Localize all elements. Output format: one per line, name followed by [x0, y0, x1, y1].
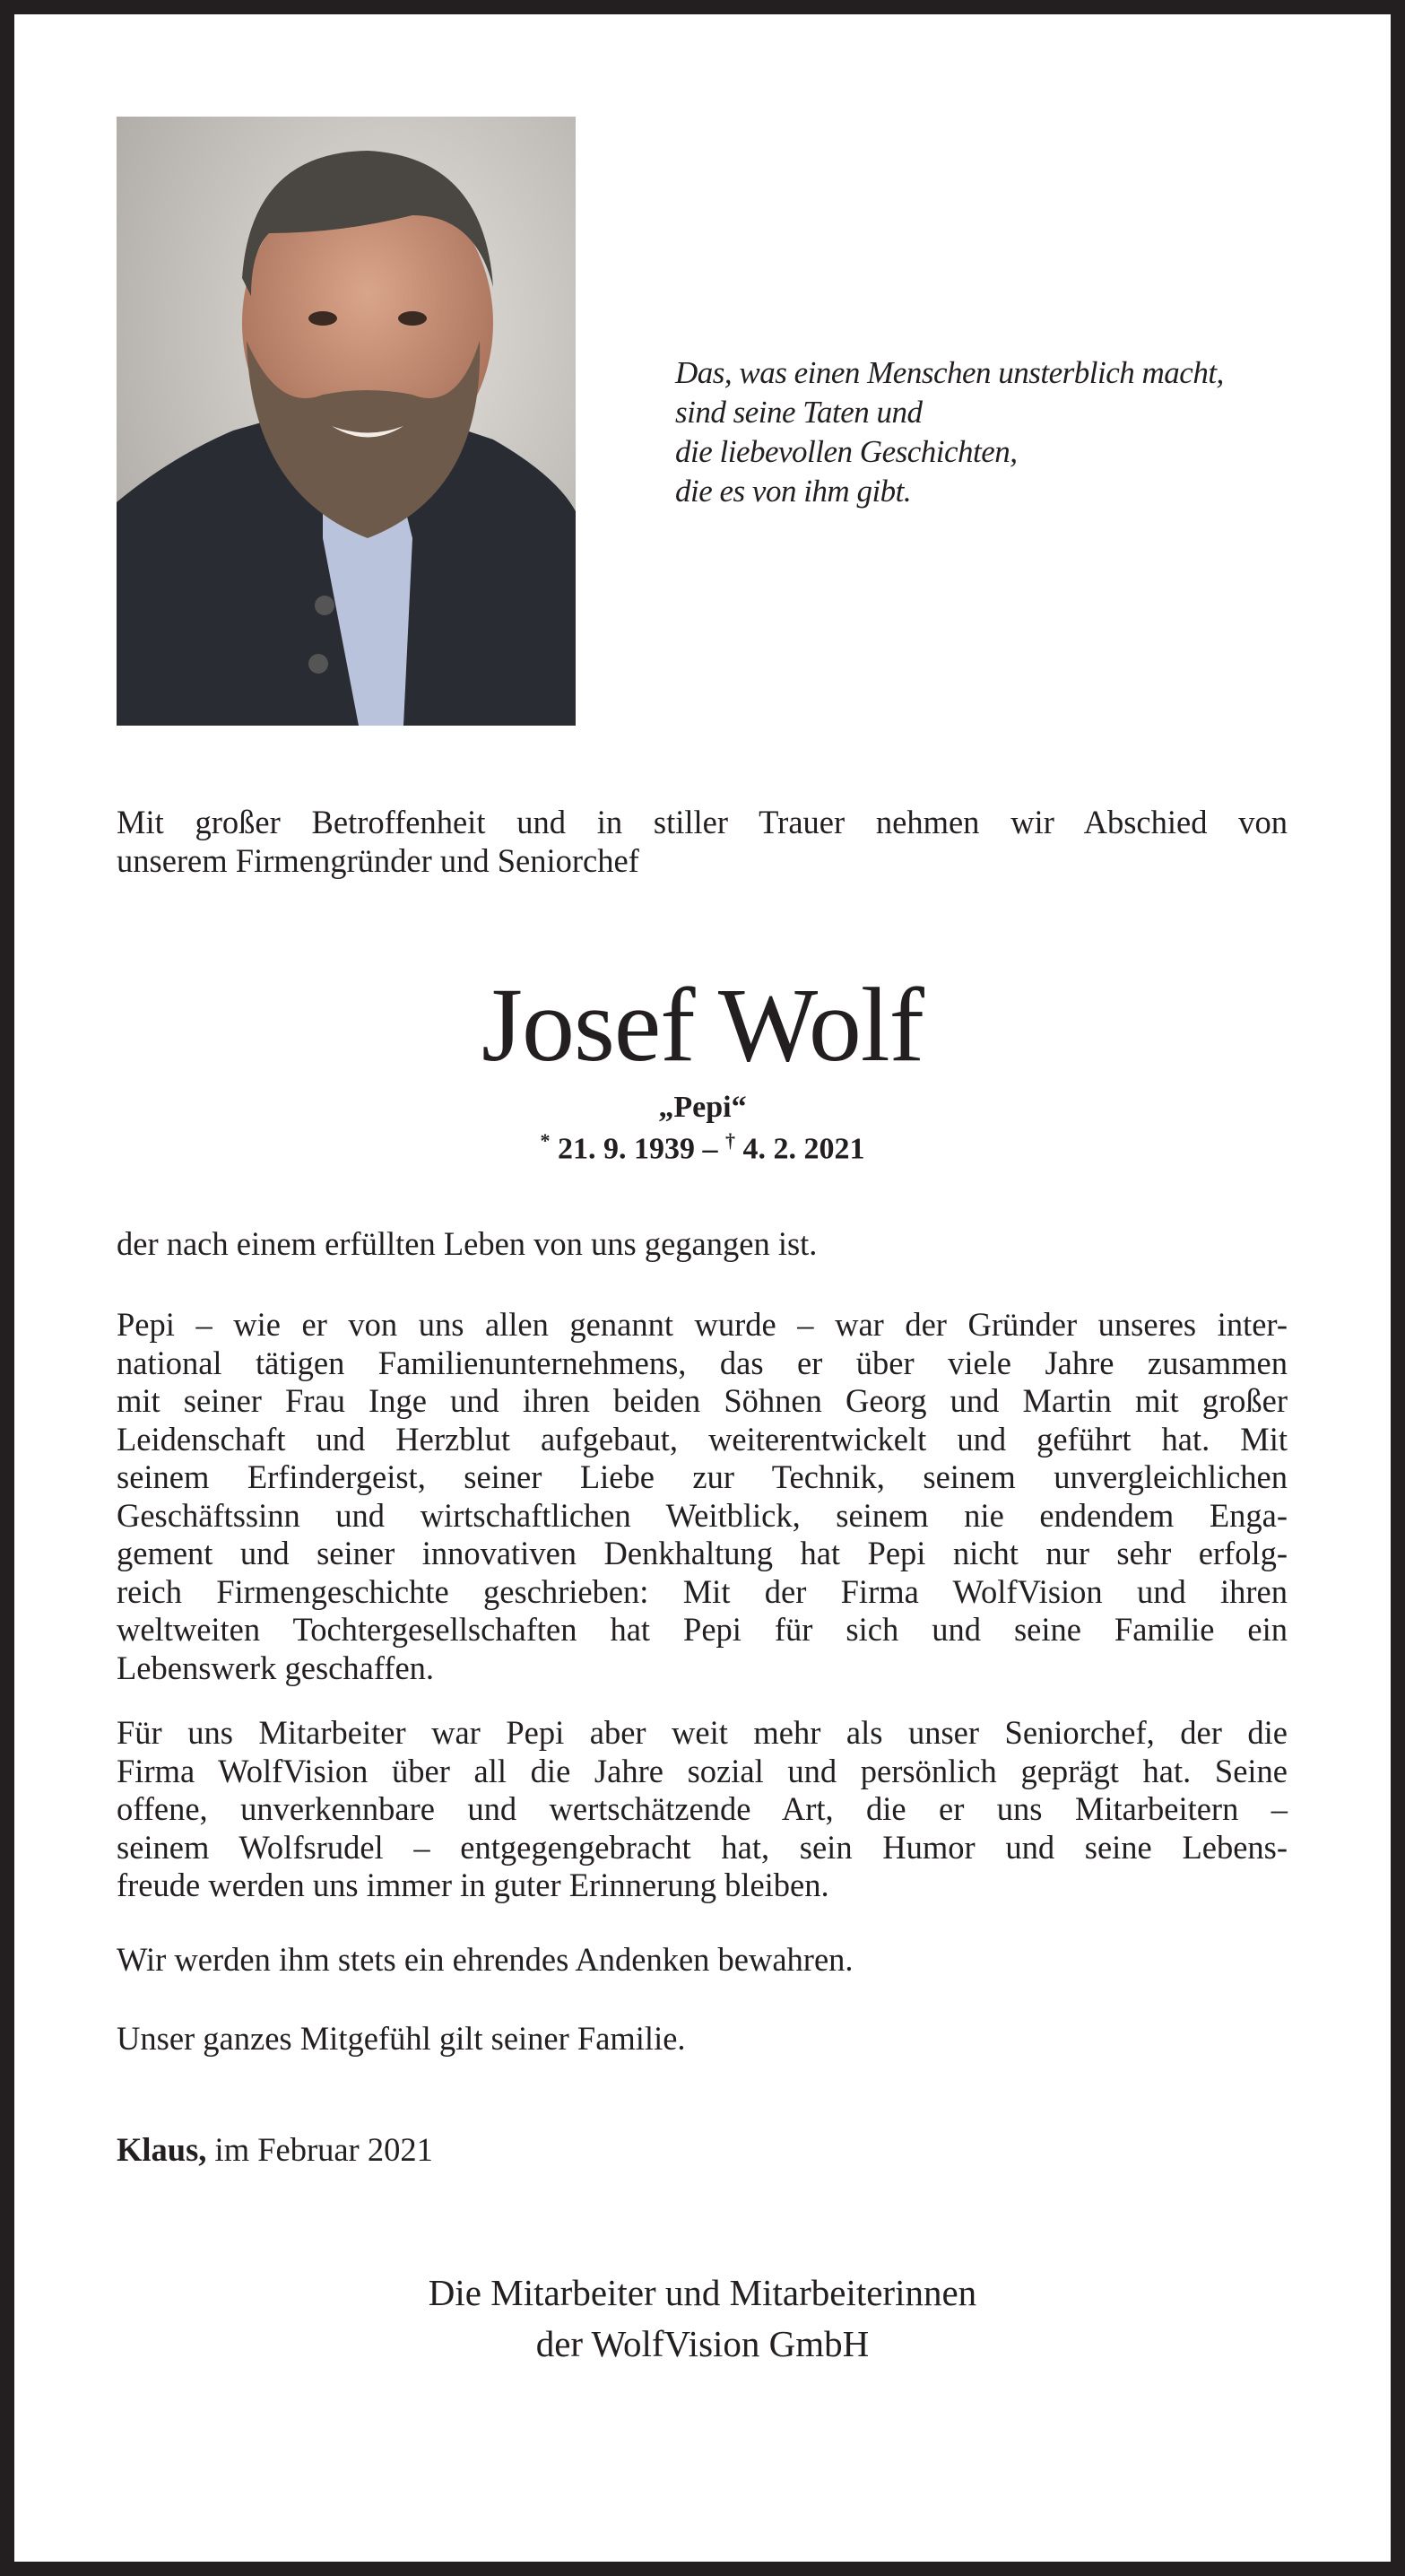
birth-date: 21. 9. 1939 [558, 1132, 695, 1166]
life-dates [14, 1129, 1391, 1166]
text-line: mit seiner Frau Inge und ihren beiden Söhnen Georg und Martin mit großer [117, 1382, 1288, 1419]
signoff [117, 2131, 1288, 2170]
text-line: Geschäftssinn und wirtschaftlichen Weitblick, seinem nie endendem Enga- [117, 1496, 1288, 1534]
text-line: gement und seiner innovativen Denkhaltung hat Pepi nicht nur sehr erfolg- [117, 1535, 1288, 1571]
body-paragraph-2 [117, 1306, 1288, 1687]
text-line: offene, unverkennbare und wertschätzende Art, die er uns Mitarbeitern – [117, 1790, 1288, 1827]
text-line: Lebenswerk geschaffen. [117, 1649, 435, 1686]
signoff-place: Klaus, [117, 2131, 207, 2168]
text-line: Pepi – wie er von uns allen genannt wurde – war der Gründer unseres inter- [117, 1306, 1288, 1343]
birth-symbol: * [540, 1129, 551, 1152]
obituary-page [14, 14, 1391, 2562]
text-line: Mit großer Betroffenheit und in stiller Trauer nehmen wir Abschied von [117, 804, 1288, 840]
text-line: seinem Wolfsrudel – entgegengebracht hat, sein Humor und seine Lebens- [117, 1828, 1288, 1866]
text-line: weltweiten Tochtergesellschaften hat Pepi für sich und seine Familie ein [117, 1611, 1288, 1648]
portrait-photo [117, 117, 576, 726]
date-separator: – [695, 1132, 725, 1166]
intro-paragraph [117, 804, 1288, 880]
text-line: reich Firmengeschichte geschrieben: Mit der Firma WolfVision und ihren [117, 1572, 1288, 1610]
deceased-name: Josef Wolf [481, 966, 924, 1083]
nickname: „Pepi“ [658, 1091, 747, 1124]
signoff-date: im Februar 2021 [206, 2131, 433, 2168]
text-line: Firma WolfVision über all die Jahre sozial und persönlich geprägt hat. Seine [117, 1752, 1288, 1789]
quote-line: Das, was einen Menschen unsterblich macht, [675, 355, 1224, 390]
body-paragraph-3 [117, 1714, 1288, 1905]
text-line: national tätigen Familienunternehmens, das er über viele Jahre zusammen [117, 1344, 1288, 1381]
text-line: Wir werden ihm stets ein ehrendes Andenken bewahren. [117, 1941, 854, 1978]
body-paragraph-1 [117, 1225, 1288, 1264]
text-line: Unser ganzes Mitgefühl gilt seiner Familie. [117, 2020, 686, 2057]
death-symbol: † [725, 1129, 735, 1152]
quote-line: die es von ihm gibt. [675, 474, 912, 509]
footer-line: der WolfVision GmbH [535, 2323, 870, 2364]
footer-signature [14, 2267, 1391, 2370]
text-line: seinem Erfindergeist, seiner Liebe zur Technik, seinem unvergleichlichen [117, 1458, 1288, 1495]
body-paragraph-5 [117, 2020, 1288, 2058]
body-paragraph-4 [117, 1941, 1288, 1980]
quote-line: sind seine Taten und [675, 395, 923, 430]
text-line: der nach einem erfüllten Leben von uns gegangen ist. [117, 1225, 818, 1262]
text-line: freude werden uns immer in guter Erinnerung bleiben. [117, 1867, 829, 1903]
memorial-quote [675, 353, 1224, 511]
footer-line: Die Mitarbeiter und Mitarbeiterinnen [428, 2272, 977, 2313]
quote-line: die liebevollen Geschichten, [675, 434, 1018, 469]
text-line: unserem Firmengründer und Seniorchef [117, 841, 639, 879]
text-line: Leidenschaft und Herzblut aufgebaut, weiterentwickelt und geführt hat. Mit [117, 1420, 1288, 1458]
text-line: Für uns Mitarbeiter war Pepi aber weit mehr als unser Seniorchef, der die [117, 1714, 1288, 1751]
death-date: 4. 2. 2021 [742, 1132, 865, 1166]
